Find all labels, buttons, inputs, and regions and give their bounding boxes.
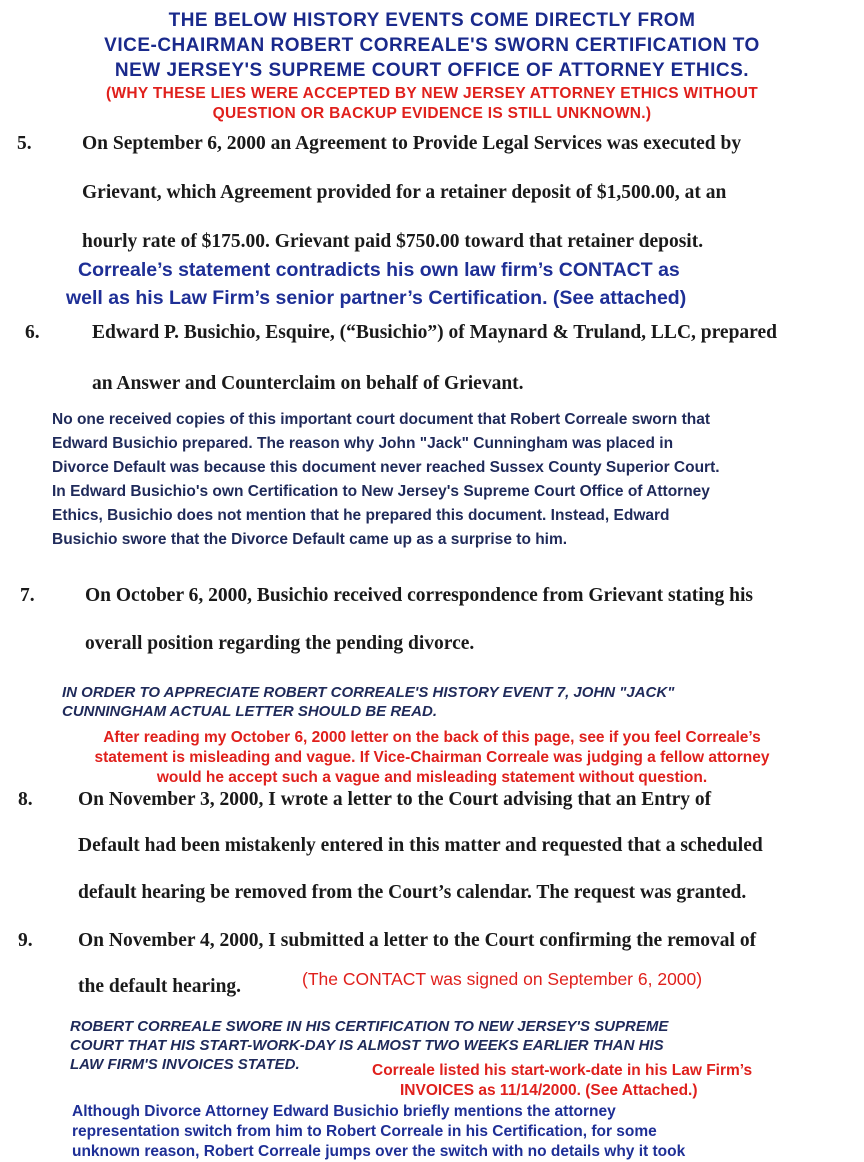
item-9-number: 9.	[18, 930, 33, 951]
comment-9-contract-date: (The CONTACT was signed on September 6, 2000)	[302, 969, 703, 989]
item-8-line-2: Default had been mistakenly entered in this matter and requested that a scheduled	[78, 835, 763, 856]
item-8-line-1: On November 3, 2000, I wrote a letter to the Court advising that an Entry of	[78, 789, 712, 810]
header-line-2: VICE-CHAIRMAN ROBERT CORREALE'S SWORN CERTIFICATION TO	[104, 35, 760, 56]
comment-6-line: Ethics, Busichio does not mention that he prepared this document. Instead, Edward	[52, 507, 670, 524]
comment-9d-line-3: unknown reason, Robert Correale jumps over the switch with no details why it took	[72, 1143, 686, 1160]
item-7-line-2: overall position regarding the pending divorce.	[85, 633, 475, 654]
item-5-line-1: On September 6, 2000 an Agreement to Provide Legal Services was executed by	[82, 133, 742, 154]
comment-6-line: Edward Busichio prepared. The reason why John "Jack" Cunningham was placed in	[52, 435, 674, 452]
comment-7b-line-1: After reading my October 6, 2000 letter on the back of this page, see if you feel Correale’s	[103, 729, 761, 746]
comment-6-line: No one received copies of this important court document that Robert Correale sworn that	[52, 411, 710, 428]
comment-6-line: In Edward Busichio's own Certification to New Jersey's Supreme Court Office of Attorney	[52, 483, 710, 500]
item-9-line-2: the default hearing.	[78, 976, 242, 997]
comment-5-line-1: Correale’s statement contradicts his own law firm’s CONTACT as	[78, 259, 680, 281]
comment-6-line: Busichio swore that the Divorce Default came up as a surprise to him.	[52, 531, 568, 548]
item-7-line-1: On October 6, 2000, Busichio received correspondence from Grievant stating his	[85, 585, 754, 606]
item-8-line-3: default hearing be removed from the Court’s calendar. The request was granted.	[78, 882, 747, 903]
header-warning-2: QUESTION OR BACKUP EVIDENCE IS STILL UNKNOWN.)	[212, 105, 652, 122]
comment-9c-line-2: INVOICES as 11/14/2000. (See Attached.)	[400, 1082, 698, 1099]
item-5-number: 5.	[17, 133, 32, 154]
item-6-line-1: Edward P. Busichio, Esquire, (“Busichio”) of Maynard & Truland, LLC, prepared	[92, 322, 777, 343]
comment-9b-line-2: COURT THAT HIS START-WORK-DAY IS ALMOST TWO WEEKS EARLIER THAN HIS	[70, 1037, 664, 1054]
item-6-line-2: an Answer and Counterclaim on behalf of Grievant.	[92, 373, 524, 394]
header-line-1: THE BELOW HISTORY EVENTS COME DIRECTLY FROM	[168, 10, 696, 31]
comment-9b-line-3: LAW FIRM'S INVOICES STATED.	[70, 1056, 300, 1073]
item-7-number: 7.	[20, 585, 35, 606]
header-line-3: NEW JERSEY'S SUPREME COURT OFFICE OF ATTORNEY ETHICS.	[114, 60, 750, 81]
comment-6	[52, 408, 720, 552]
item-5-line-3: hourly rate of $175.00. Grievant paid $750.00 toward that retainer deposit.	[82, 231, 704, 252]
item-5-line-2: Grievant, which Agreement provided for a retainer deposit of $1,500.00, at an	[82, 182, 727, 203]
comment-9d-line-1: Although Divorce Attorney Edward Busichio briefly mentions the attorney	[72, 1103, 616, 1120]
comment-9b-line-1: ROBERT CORREALE SWORE IN HIS CERTIFICATION TO NEW JERSEY'S SUPREME	[70, 1018, 669, 1035]
item-6-number: 6.	[25, 322, 40, 343]
comment-5-line-2: well as his Law Firm’s senior partner’s Certification. (See attached)	[66, 287, 687, 309]
header-warning-1: (WHY THESE LIES WERE ACCEPTED BY NEW JERSEY ATTORNEY ETHICS WITHOUT	[106, 85, 758, 102]
item-8-number: 8.	[18, 789, 33, 810]
comment-9d-line-2: representation switch from him to Robert Correale in his Certification, for some	[72, 1123, 657, 1140]
comment-7b-line-3: would he accept such a vague and misleading statement without question.	[156, 769, 708, 786]
comment-9c-line-1: Correale listed his start-work-date in his Law Firm’s	[372, 1062, 753, 1079]
comment-7b-line-2: statement is misleading and vague. If Vice-Chairman Correale was judging a fellow attorney	[94, 749, 770, 766]
comment-6-line: Divorce Default was because this document never reached Sussex County Superior Court.	[52, 459, 720, 476]
comment-7-line-1: IN ORDER TO APPRECIATE ROBERT CORREALE'S HISTORY EVENT 7, JOHN "JACK"	[62, 684, 675, 701]
comment-7-line-2: CUNNINGHAM ACTUAL LETTER SHOULD BE READ.	[62, 703, 437, 720]
item-9-line-1: On November 4, 2000, I submitted a letter to the Court confirming the removal of	[78, 930, 757, 951]
